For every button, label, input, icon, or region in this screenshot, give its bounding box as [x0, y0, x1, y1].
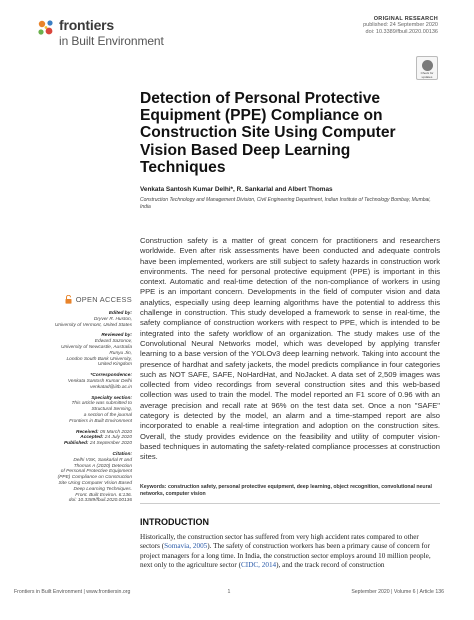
footer-journal-link[interactable]: Frontiers in Built Environment | www.frontiersin.org: [14, 589, 131, 595]
journal-logo[interactable]: [36, 16, 166, 52]
check-updates-label: Check for updates: [420, 71, 434, 79]
footer-issue-info: September 2020 | Volume 6 | Article 136: [351, 589, 444, 595]
author-affiliation: Construction Technology and Management Division, Civil Engineering Department, Indian Institute of Technology Bombay, Mumbai, India: [140, 197, 431, 210]
journal-name: frontiers: [59, 17, 114, 33]
doi-link[interactable]: doi: 10.3389/fbuil.2020.00136: [365, 29, 438, 35]
specialty-section-block: Specialty section: This article was submitted to Structural Sensing, a section of the journal Frontiers in Built Environment: [69, 395, 132, 424]
article-sidebar: [14, 295, 132, 509]
keywords-text: construction safety, personal protective equipment, deep learning, object recognition, convolutional neural networks, computer vision: [140, 484, 432, 497]
citation-link[interactable]: CIDC, 2014: [241, 561, 277, 570]
page-footer: [14, 589, 444, 595]
open-access-label: OPEN ACCESS: [75, 294, 132, 304]
abstract-text: Construction safety is a matter of great concern for practitioners and researchers worldwide. Even after risk assessments have been conducted and adequate controls have been implemented, workers are still subject to safety hazards in construction work environments. The need for personal protective equipment (PPE) is important in this context. Automatic and real-time detection of the non-compliance of workers in using PPE is an important concern. Developments in the field of computer vision and data analytics, especially using deep learning algorithms have the potential to address this challenge in construction. This study developed a framework to sense in real-time, the safety compliance of construction workers with respect to PPE, which is intended to be integrated into the safety workflow of an organization. The study makes use of the Convolutional Neural Networks model, which was developed by applying transfer learning to a base version of the YOLOv3 deep learning network. Taking into account the presence of hardhat and safety jackets, the model predicts compliance in four categories such as NOT SAFE, SAFE, NoHardHat, and NoJacket. A data set of 2,509 images was collected from video recordings from several construction sites and this web-based collection was used to train the model. The model reported an F1 score of 0.96 with an average precision and recall rate at 96% on the test data set. Once a non "SAFE" category is detected by the model, an alarm and a time-stamped report are also incorporated to enable a real-time integration and adoption on the construction sites. Overall, the study provides evidence on the feasibility and utility of computer vision-based techniques in automating the safety-related compliance processes at construction sites.: [140, 236, 440, 462]
frontiers-logo-icon: [36, 18, 56, 38]
keywords: [140, 484, 440, 497]
article-meta-header: [363, 16, 438, 36]
correspondence-email-link[interactable]: venkatad@iitb.ac.in: [90, 384, 132, 390]
update-check-icon: [422, 60, 433, 71]
article-title: Detection of Personal Protective Equipment (PPE) Compliance on Construction Site Using Computer Vision Based Deep Learning Techniques: [140, 90, 396, 176]
citation-link[interactable]: Somavia, 2005: [164, 542, 208, 551]
page-number: 1: [227, 589, 231, 595]
reviewed-by-block: Reviewed by: Edward Sazonov, University of Newcastle, Australia Runyu Jin, London South Bank University, United Kingdom: [61, 333, 132, 368]
article-type: ORIGINAL RESEARCH: [373, 16, 438, 22]
keywords-label: Keywords:: [140, 484, 167, 490]
citation-block: Citation: Delhi VSK, Sankarlal R and Thomas A (2020) Detection of Personal Protective Equipment (PPE) Compliance on Construction Site Using Computer Vision Based Deep Learning Techniques. Front. Built Environ. 6:136. doi: 10.3389/fbuil.2020.00136: [57, 451, 132, 504]
edited-by-block: Edited by: Dryver R. Huston, University of Vermont, United States: [54, 311, 132, 328]
open-access-badge: [14, 295, 132, 304]
author-list[interactable]: Venkata Santosh Kumar Delhi*, R. Sankarlal and Albert Thomas: [140, 186, 333, 193]
journal-subtitle: in Built Environment: [59, 34, 164, 48]
published-date: published: 24 September 2020: [363, 22, 438, 28]
section-divider: [140, 503, 440, 504]
introduction-heading: INTRODUCTION: [140, 517, 209, 527]
correspondence-block: *Correspondence: Venkata Santosh Kumar Delhi venkatad@iitb.ac.in: [14, 373, 132, 390]
article-dates-block: Received: 05 March 2020 Accepted: 24 July 2020 Published: 24 September 2020: [63, 429, 132, 447]
open-lock-icon: [65, 295, 72, 304]
check-for-updates-button[interactable]: [416, 56, 438, 80]
introduction-paragraph: Historically, the construction sector has suffered from very high accident rates compared to other sectors (Somavia, 2005). The safety of construction workers has been a primary cause of concern for project managers for a long time. In India, the construction sector employs around 10 million people, next only to the agriculture sector (CIDC, 2014), and the track record of construction: [140, 533, 431, 570]
